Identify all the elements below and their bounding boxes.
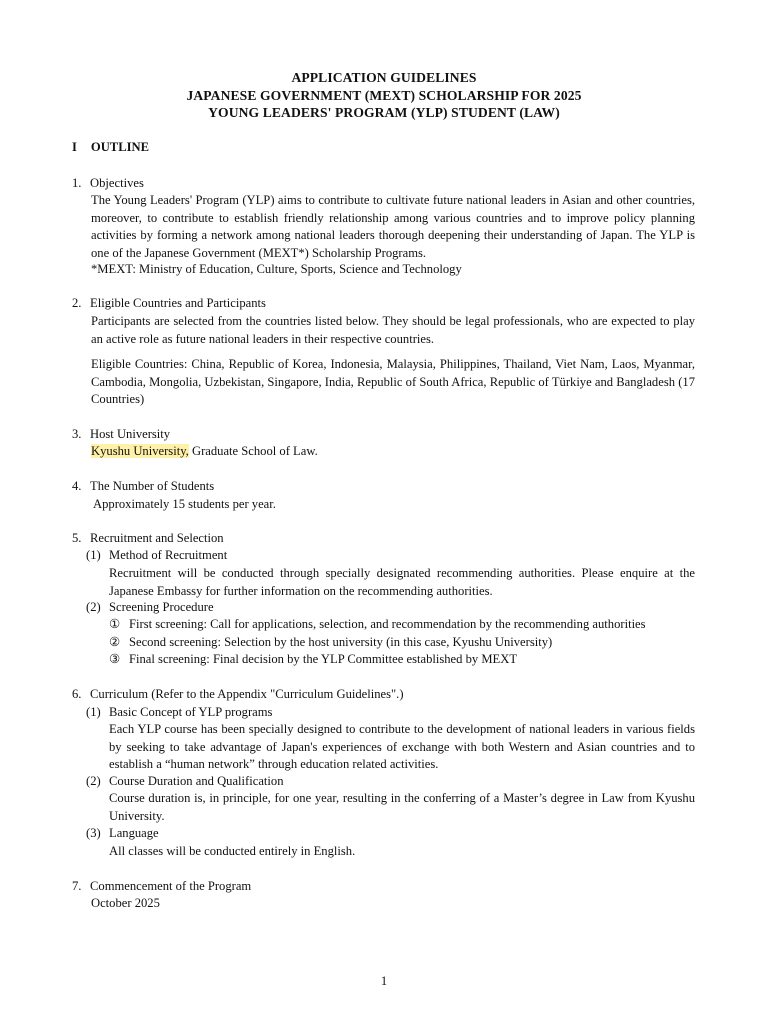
circled-number-2: ② — [109, 635, 121, 649]
screening-item-text: Final screening: Final decision by the YLP Committee established by MEXT — [129, 652, 518, 666]
section-number: 1. — [72, 176, 82, 190]
section-title: Commencement of the Program — [90, 879, 252, 893]
chapter-label: OUTLINE — [90, 140, 149, 154]
subsection-6-3-heading — [86, 825, 159, 843]
section-1-paragraph: The Young Leaders' Program (YLP) aims to contribute to cultivate future national leaders in Asian and other countries, moreover, to contribute to establish friendly relationship among various countries and to improve policy planning activities by forming a network among national leaders thorough deepening their understanding of Japan. The YLP is one of the Japanese Government (MEXT*) Scholarship Programs. — [91, 193, 695, 260]
section-number: 5. — [72, 531, 82, 545]
circled-number-3: ③ — [109, 652, 121, 666]
section-number: 4. — [72, 479, 82, 493]
section-title: The Number of Students — [90, 479, 215, 493]
section-title: Objectives — [90, 176, 144, 190]
section-2-heading — [72, 295, 266, 313]
subsection-title: Language — [109, 826, 159, 840]
subsection-5-1-paragraph: Recruitment will be conducted through specially designated recommending authorities. Please enquire at the Japanese Embassy for further information on the recommending authorities. — [109, 566, 695, 598]
subsection-title: Course Duration and Qualification — [109, 774, 284, 788]
document-subtitle: JAPANESE GOVERNMENT (MEXT) SCHOLARSHIP FOR 2025 — [186, 87, 582, 103]
subsection-6-1-heading — [86, 704, 272, 722]
document-title: APPLICATION GUIDELINES — [291, 70, 477, 85]
subsection-6-2-heading — [86, 773, 284, 791]
section-title: Host University — [90, 427, 171, 441]
subsection-title: Method of Recruitment — [109, 548, 228, 562]
subsection-number: (3) — [86, 826, 101, 840]
chapter-heading — [72, 139, 149, 157]
document-program-title: YOUNG LEADERS' PROGRAM (YLP) STUDENT (LAW) — [208, 105, 560, 120]
section-number: 7. — [72, 879, 82, 893]
section-number: 6. — [72, 687, 82, 701]
subsection-5-2-heading — [86, 599, 214, 617]
subsection-number: (1) — [86, 705, 101, 719]
subsection-5-1-heading — [86, 547, 227, 565]
section-number: 3. — [72, 427, 82, 441]
screening-item — [109, 634, 552, 652]
section-4-heading — [72, 478, 214, 496]
section-title: Eligible Countries and Participants — [90, 296, 266, 310]
highlighted-university-name: Kyushu University, — [91, 444, 189, 458]
subsection-number: (2) — [86, 774, 101, 788]
section-7-heading — [72, 878, 251, 896]
subsection-title: Basic Concept of YLP programs — [109, 705, 273, 719]
section-title: Recruitment and Selection — [90, 531, 224, 545]
circled-number-1: ① — [109, 617, 121, 631]
section-2-paragraph: Participants are selected from the countries listed below. They should be legal professionals, who are expected to play an active role as future national leaders in their respective countries. — [91, 314, 695, 346]
subsection-6-1-paragraph: Each YLP course has been specially designed to contribute to the development of national leaders in various fields by seeking to take advantage of Japan's experiences of exchange with both Western and Asian countries and to establish a “human network” through education related activities. — [109, 722, 695, 771]
section-number: 2. — [72, 296, 82, 310]
subsection-6-3-paragraph: All classes will be conducted entirely in English. — [109, 844, 356, 858]
screening-item-text: Second screening: Selection by the host university (in this case, Kyushu University) — [129, 635, 553, 649]
subsection-number: (2) — [86, 600, 101, 614]
subsection-number: (1) — [86, 548, 101, 562]
section-5-heading — [72, 530, 224, 548]
section-3-heading — [72, 426, 170, 444]
screening-item — [109, 616, 646, 634]
screening-item — [109, 651, 517, 669]
subsection-6-2-paragraph: Course duration is, in principle, for one year, resulting in the conferring of a Master’s degree in Law from Kyushu University. — [109, 791, 695, 823]
host-university-line — [91, 443, 318, 461]
page-number: 1 — [380, 974, 388, 988]
student-count: Approximately 15 students per year. — [93, 497, 276, 511]
chapter-number: I — [72, 140, 77, 154]
section-title: Curriculum (Refer to the Appendix "Curriculum Guidelines".) — [90, 687, 404, 701]
document-title-block — [0, 69, 768, 122]
commencement-date: October 2025 — [91, 896, 160, 910]
section-1-heading — [72, 175, 144, 193]
host-university-faculty: Graduate School of Law. — [188, 444, 318, 458]
screening-item-text: First screening: Call for applications, selection, and recommendation by the recommending authorities — [129, 617, 646, 631]
eligible-countries-list: Eligible Countries: China, Republic of Korea, Indonesia, Malaysia, Philippines, Thailand, Viet Nam, Laos, Myanmar, Cambodia, Mongolia, Uzbekistan, Singapore, India, Republic of South Africa, Republic of Türkiye and Bangladesh (17 Countries) — [91, 357, 695, 406]
subsection-title: Screening Procedure — [109, 600, 214, 614]
section-6-heading — [72, 686, 404, 704]
section-1-note: *MEXT: Ministry of Education, Culture, Sports, Science and Technology — [91, 262, 462, 276]
